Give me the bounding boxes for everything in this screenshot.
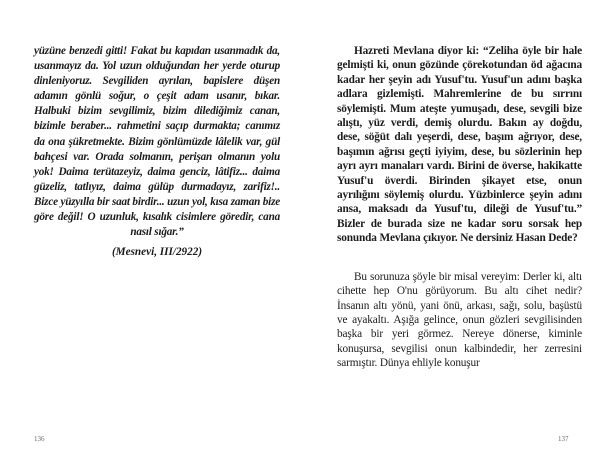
mesnevi-excerpt-text: yüzüne benzedi gitti! Fakat bu kapıdan usanmadık da, usanmayız da. Yol uzun olduğundan her yerde oturup dinleniyoruz. Sevgiliden ayrılan, bapislere düşen adamın gönlü soğur, o çeşit adam usanır, bıkar. Halbuki bizim sevgilimiz, bizim dilediğimiz canan, bizimle beraber... rahmetini saçıp durmakta; canımız da ona şükretmekte. Bizim gönlümüzde lâlelik var, gül bahçesi var. Orada solmanın, perişan olmanın yolu yok! Daima terütazeyiz, daima genciz, lâtifiz... daima güzeliz, tatlıyız, daima gülüp durmadayız, zarifiz!.. Bizce yüzyılla bir saat birdir... uzun yol, kısa zaman bize göre değil! O uzunluk, kısalık cisimlere göredir, cana nasıl sığar.” xyxy=(34,45,280,239)
answer-paragraph: Bu sorunuza şöyle bir misal vereyim: Derler ki, altı cihette hep O'nu görüyorum. Bu altı cihet nedir? İnsanın altı yönü, yani önü, arkası, sağı, solu, başüstü ve ayakaltı. Aşığa gelince, onun gözleri sevgilisinden başka bir yeri görmez. Nereye dönerse, kiminle konuşursa, sevgilisi onun kalbindedir, her zerresini sarmıştır. Dünya ehliyle konuşur xyxy=(337,270,582,370)
page-number-right: 137 xyxy=(558,435,569,443)
right-text-column xyxy=(337,44,582,371)
interview-question: Hazreti Mevlana diyor ki: “Zeliha öyle bir hale gelmişti ki, onun gözünde çörekotundan öd ağacına kadar her şeyin adı Yusuf'tu. Yusuf'un adını başka adlara gizlemişti. Mahremlerine de bu sırrını söylemişti. Mum ateşte yumuşadı, dese, sevgili bize alıştı, yüz verdi, demiş olurdu. Bakın ay doğdu, dese, söğüt dalı yeşerdi, dese, başım ağrıyor, dese, başımın ağrısı geçti iyiyim, dese, bu sözlerinin hep ayrı ayrı manaları vardı. Birini de överse, hakikatte Yusuf'u överdi. Birinden şikayet etse, onun ayrılığını söylemiş olurdu. Yüzbinlerce şeyin adını ansa, maksadı da Yusuf'tu, dileği de Yusuf'tu.” Bizler de burada size ne kadar soru sorsak hep sonunda Mevlana çıkıyor. Ne dersiniz Hasan Dede? xyxy=(337,45,582,245)
page-number-left: 136 xyxy=(34,435,45,443)
left-text-column xyxy=(34,44,280,258)
citation: (Mesnevi, III/2922) xyxy=(111,246,203,259)
right-page xyxy=(300,0,600,463)
mesnevi-excerpt xyxy=(34,44,280,240)
